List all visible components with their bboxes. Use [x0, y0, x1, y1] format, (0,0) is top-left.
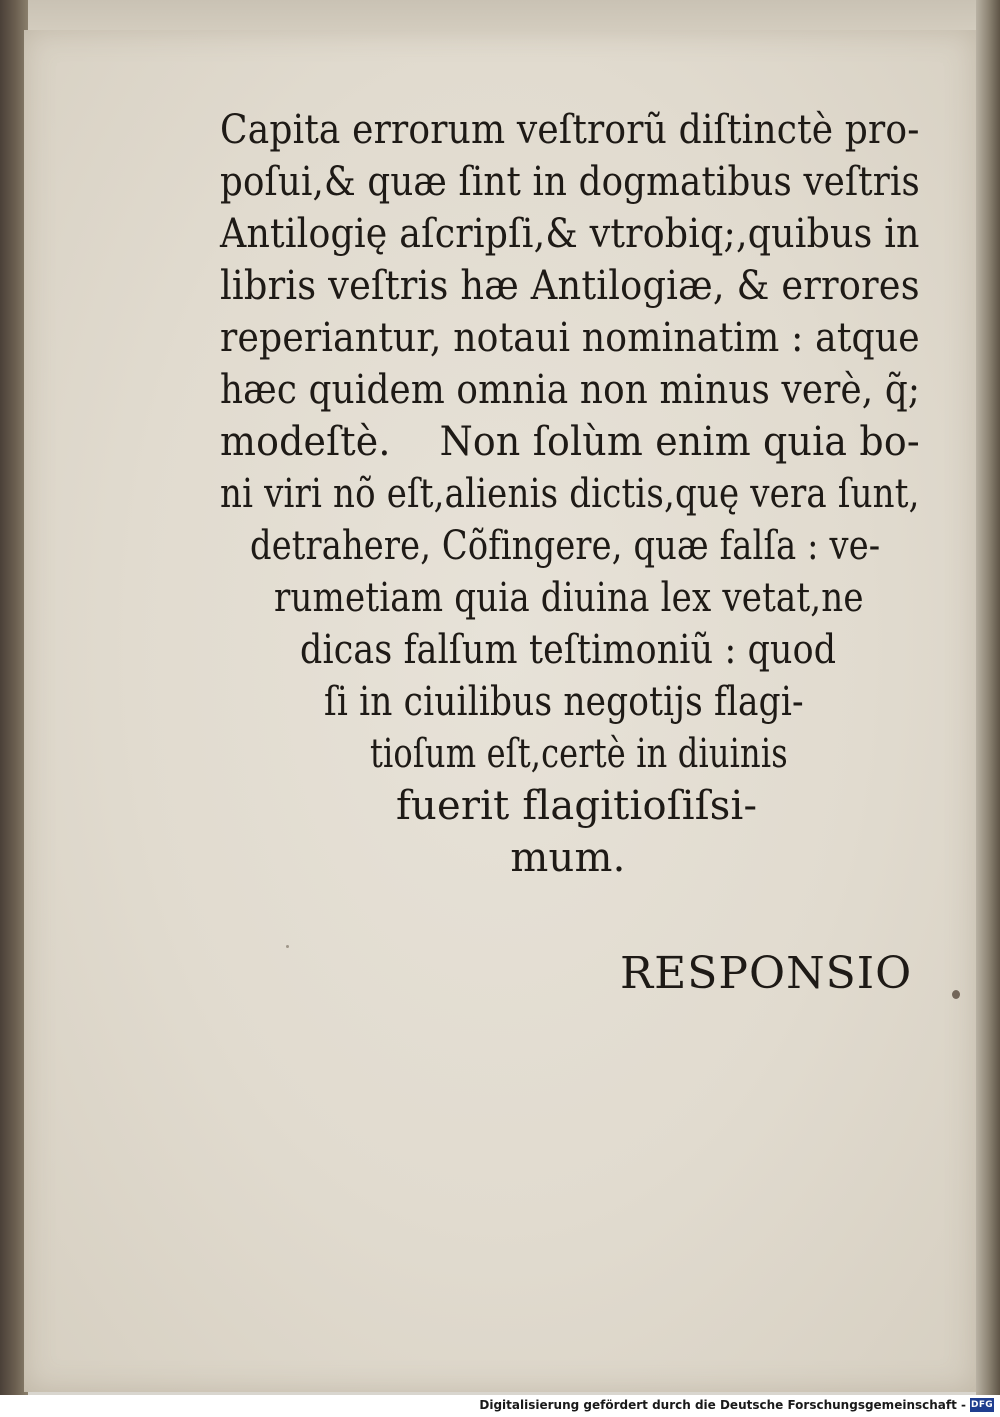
text-line: detrahere, Cõfingere, quæ falſa : ve-: [250, 523, 881, 569]
book-page: [24, 30, 976, 1392]
book-fore-edge: [976, 0, 1000, 1395]
digitization-credit: Digitalisierung gefördert durch die Deutsche Forschungsgemeinschaft -: [479, 1398, 966, 1412]
text-line: Capita errorum veſtrorũ diſtinctè pro-: [220, 107, 920, 153]
text-line: Antilogię aſcripſi,& vtrobiq;,quibus in: [220, 211, 920, 257]
text-line: libris veſtris hæ Antilogiæ, & errores: [220, 263, 920, 309]
dfg-logo: DFG: [971, 1400, 993, 1410]
text-line: poſui,& quæ ſint in dogmatibus veſtris: [220, 159, 920, 205]
text-line: modeſtè. Non ſolùm enim quia bo-: [220, 419, 920, 465]
text-line: ni viri nõ eſt,alienis dictis,quę vera ſunt,: [220, 471, 920, 517]
text-line: reperiantur, notaui nominatim : atque: [220, 315, 920, 361]
text-line: tioſum eſt,certè in diuinis: [370, 731, 788, 777]
text-line: mum.: [510, 835, 626, 881]
page-top-edge: [24, 0, 976, 30]
catchword: RESPONSIO: [620, 948, 913, 999]
ink-spot: [952, 990, 960, 999]
text-line: ſi in ciuilibus negotijs flagi-: [324, 679, 804, 725]
text-line: dicas falſum teſtimoniũ : quod: [300, 627, 837, 673]
ink-spot: [286, 945, 289, 948]
text-line: fuerit flagitioſiſsi-: [396, 783, 758, 829]
text-line: hæc quidem omnia non minus verè, q̃;: [220, 367, 921, 413]
text-line: rumetiam quia diuina lex vetat,ne: [274, 575, 864, 621]
